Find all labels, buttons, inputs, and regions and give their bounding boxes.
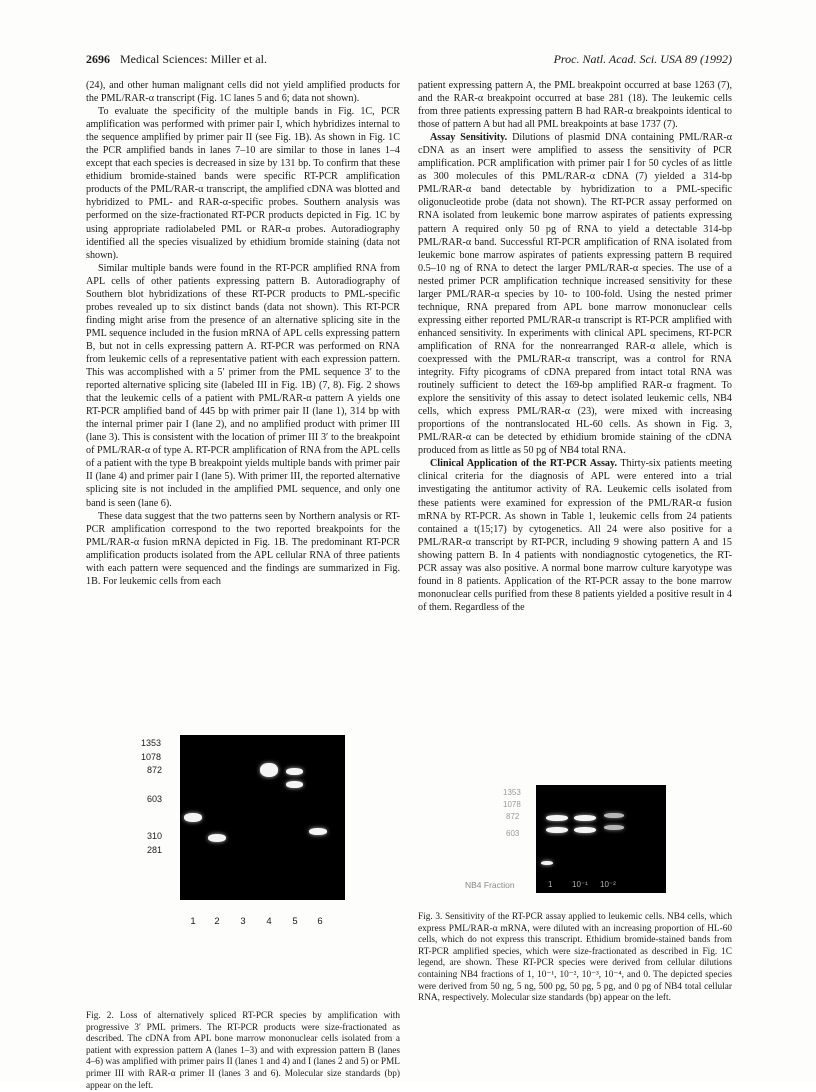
- header-left: [86, 52, 267, 67]
- paragraph: patient expressing pattern A, the PML breakpoint occurred at base 1263 (7), and the RAR-α breakpoint occurred at base 281 (18). The leukemic cells from three patients expressing pattern B had RAR-α breakpoints identical to those of pattern A but had all PML breakpoints at base 1737 (7).: [418, 80, 732, 131]
- journal-citation: Proc. Natl. Acad. Sci. USA 89 (1992): [553, 52, 732, 66]
- fig3-caption: [418, 912, 732, 1005]
- lane-label: 2: [214, 916, 220, 927]
- caption-label: Fig. 2.: [86, 1011, 114, 1021]
- gel-band: [184, 813, 202, 822]
- caption-label: Fig. 3.: [418, 912, 443, 922]
- gel-band: [604, 813, 624, 818]
- size-marker-label: 603: [147, 794, 163, 804]
- gel-band: [546, 815, 568, 821]
- size-marker-label: 603: [506, 829, 520, 838]
- gel-band: [604, 825, 624, 830]
- paragraph: To evaluate the specificity of the multiple bands in Fig. 1C, PCR amplification was performed with primer pair I, which hybridizes internal to the sequence amplified by primer pair II (see Fig. 1B). As shown in Fig. 1C the PCR amplified bands in lanes 7–10 are similar to those in lanes 1–4 except that each species is decreased in size by 131 bp. To confirm that these ethidium bromide-stained bands were specific RT-PCR amplification products of the PML/RAR-α transcript, the amplified cDNA was blotted and hybridized to PML- and RAR-α-specific probes. Southern analysis was performed on the size-fractionated RT-PCR products depicted in Fig. 1C by using appropriate radiolabeled PML or RAR-α probes. Autoradiography identified all the species visualized by ethidium bromide staining (data not shown).: [86, 106, 400, 261]
- fraction-label: 10⁻²: [600, 880, 616, 889]
- size-marker-label: 281: [147, 845, 163, 855]
- page-number: 2696: [86, 52, 110, 66]
- lane-label: 6: [317, 916, 323, 927]
- lane-label: 4: [266, 916, 272, 927]
- caption-text: Sensitivity of the RT-PCR assay applied to leukemic cells. NB4 cells, which express PML/RAR-α mRNA, were diluted with an increasing proportion of HL-60 cells, which do not express this transcript. Ethidium bromide-stained bands from RT-PCR amplified species, which were size-fractionated as described in Fig. 1C legend, are shown. These RT-PCR species were derived from cellular dilutions containing NB4 fractions of 1, 10⁻¹, 10⁻², 10⁻³, 10⁻⁴, and 0. The depicted species were derived from 50 ng, 5 ng, 500 pg, 50 pg, 5 pg, and 0 pg of NB4 total cellular RNA, respectively. Molecular size standards (bp) appear on the left.: [418, 912, 732, 1004]
- section-heading: Clinical Application of the RT-PCR Assay.: [430, 458, 618, 470]
- lane-label: 5: [292, 916, 298, 927]
- paragraph-body: Dilutions of plasmid DNA containing PML/RAR-α cDNA as an insert were amplified to assess the sensitivity of PCR amplification. PCR amplification with primer pair I for 50 cycles of as little as 300 molecules of this PML/RAR-α cDNA (7) yielded a 314-bp PML/RAR-α band detectable by hybridization to a PML-specific oligonucleotide probe (data not shown). The RT-PCR assay performed on RNA isolated from leukemic bone marrow aspirates of patients expressing pattern A required only 50 pg of RNA to yield a detectable 314-bp PML/RAR-α band. Successful RT-PCR amplification of RNA isolated from leukemic bone marrow aspirates of patients expressing pattern B required 0.5–10 ng of RNA to detect the larger PML/RAR-α species. The use of a nested primer PCR amplification technique increased sensitivity for these larger PML/RAR-α species by 10- to 100-fold. Using the nested primer technique, RNA prepared from APL bone marrow mononuclear cells expressing either reported PML/RAR-α transcript is RT-PCR amplified with enhanced sensitivity. In experiments with clinical APL specimens, RT-PCR amplification of RNA for the nonrearranged RAR-α allele, which is coexpressed with the PML/RAR-α transcript, was a control for RNA integrity. Fifty picograms of cDNA prepared from intact total RNA was routinely sufficient to detect the 169-bp amplified RAR-α fragment. To explore the sensitivity of this assay to detect isolated leukemic cells, NB4 cells, which express PML/RAR-α (23), were mixed with increasing proportions of the nontranslocated HL-60 cells. As shown in Fig. 3, PML/RAR-α can be detected by ethidium bromide staining of the cDNA produced from as little as 50 pg of NB4 total RNA.: [418, 132, 733, 457]
- size-marker-label: 872: [506, 812, 520, 821]
- gel-image-fig3: [536, 785, 666, 893]
- gel-band: [574, 815, 596, 821]
- gel-band: [574, 827, 596, 833]
- nb4-fraction-label: NB4 Fraction: [465, 880, 515, 890]
- running-header: [86, 52, 732, 72]
- gel-band: [309, 828, 327, 835]
- section-title: Medical Sciences: Miller et al.: [120, 52, 267, 66]
- gel-band: [260, 763, 278, 777]
- section-heading: Assay Sensitivity.: [430, 132, 508, 144]
- caption-text: Loss of alternatively spliced RT-PCR species by amplification with progressive 3′ PML primers. The RT-PCR products were size-fractionated as described. The cDNA from APL bone marrow mononuclear cells isolated from a patient with expression pattern A (lanes 1–3) and with expression pattern B (lanes 4–6) was amplified with primer pairs II (lanes 1 and 4) and I (lanes 2 and 5) or PML primer III with RAR-α primer II (lanes 3 and 6). Molecular size standards (bp) appear on the left.: [86, 1011, 400, 1091]
- fraction-label: 10⁻¹: [572, 880, 588, 889]
- lane-label: 1: [190, 916, 196, 927]
- size-marker-label: 872: [147, 765, 163, 775]
- paragraph: Similar multiple bands were found in the RT-PCR amplified RNA from APL cells of other patients expressing pattern B. Autoradiography of Southern blot hybridizations of these RT-PCR products to PML-specific probes revealed up to six distinct bands (data not shown). This RT-PCR finding might arise from the presence of an alternative splicing site in the PML sequence included in the fusion mRNA of APL cells expressing pattern B, but not in cells expressing pattern A. RT-PCR was performed on RNA from leukemic cells of a representative patient with each expression pattern. This was accomplished with a 5′ primer from the PML sequence 3′ to the reported alternative splicing site (labeled III in Fig. 1B) (7, 8). Fig. 2 shows that the leukemic cells of a patient with PML/RAR-α pattern A yields one RT-PCR amplified band of 445 bp with primer pair II (lane 1), 314 bp with the internal primer pair I (lane 2), and no amplified product with primer III (lane 3). This is consistent with the location of primer III 3′ to the breakpoint of PML/RAR-α of type A. RT-PCR amplification of RNA from the APL cells of a patient with the type B breakpoint yields multiple bands with primer pair II (lane 4) and primer pair I (lane 5). With primer III, the reported alternative splicing site is not included in the amplified PML sequence, and only one band is seen (lane 6).: [86, 262, 400, 509]
- fig2-caption: [86, 1011, 400, 1092]
- gel-band: [541, 861, 553, 865]
- right-column: [418, 79, 732, 614]
- size-marker-label: 1078: [141, 752, 162, 762]
- paragraph: These data suggest that the two patterns seen by Northern analysis or RT-PCR amplification correspond to the two reported breakpoints for the PML/RAR-α fusion mRNA depicted in Fig. 1B. The predominant RT-PCR amplification products isolated from the APL cellular RNA of three patients with each pattern were sequenced and the findings are summarized in Fig. 1B. For leukemic cells from each: [86, 510, 400, 587]
- paragraph: [418, 457, 732, 614]
- fraction-label: 1: [548, 880, 553, 889]
- gel-band: [546, 827, 568, 833]
- gel-band: [286, 781, 303, 788]
- size-marker-label: 1353: [141, 738, 162, 748]
- paragraph-body: Thirty-six patients meeting clinical criteria for the diagnosis of APL were entered into a trial investigating the antitumor activity of RA. Leukemic cells isolated from these patients were examined for expression of the PML/RAR-α fusion mRNA by RT-PCR. As shown in Table 1, leukemic cells from 24 patients contained a t(15;17) by cytogenetics. All 24 were also positive for a PML/RAR-α transcript by RT-PCR, including 9 showing pattern A and 15 showing pattern B. In 4 patients with nondiagnostic cytogenetics, the RT-PCR assay was also positive. A normal bone marrow culture karyotype was found in 8 patients. Application of the RT-PCR assay to the bone marrow mononuclear cells purified from these 8 patients yielded a positive result in 4 of them. Regardless of the: [418, 458, 732, 613]
- gel-band: [208, 834, 226, 842]
- left-column: [86, 79, 400, 588]
- size-marker-label: 310: [147, 831, 163, 841]
- paragraph: [418, 131, 732, 457]
- size-marker-label: 1353: [503, 788, 521, 797]
- gel-image-fig2: [180, 735, 345, 900]
- lane-label: 3: [240, 916, 246, 927]
- paragraph: (24), and other human malignant cells did not yield amplified products for the PML/RAR-α transcript (Fig. 1C lanes 5 and 6; data not shown).: [86, 80, 400, 105]
- size-marker-label: 1078: [503, 800, 521, 809]
- gel-band: [286, 768, 303, 775]
